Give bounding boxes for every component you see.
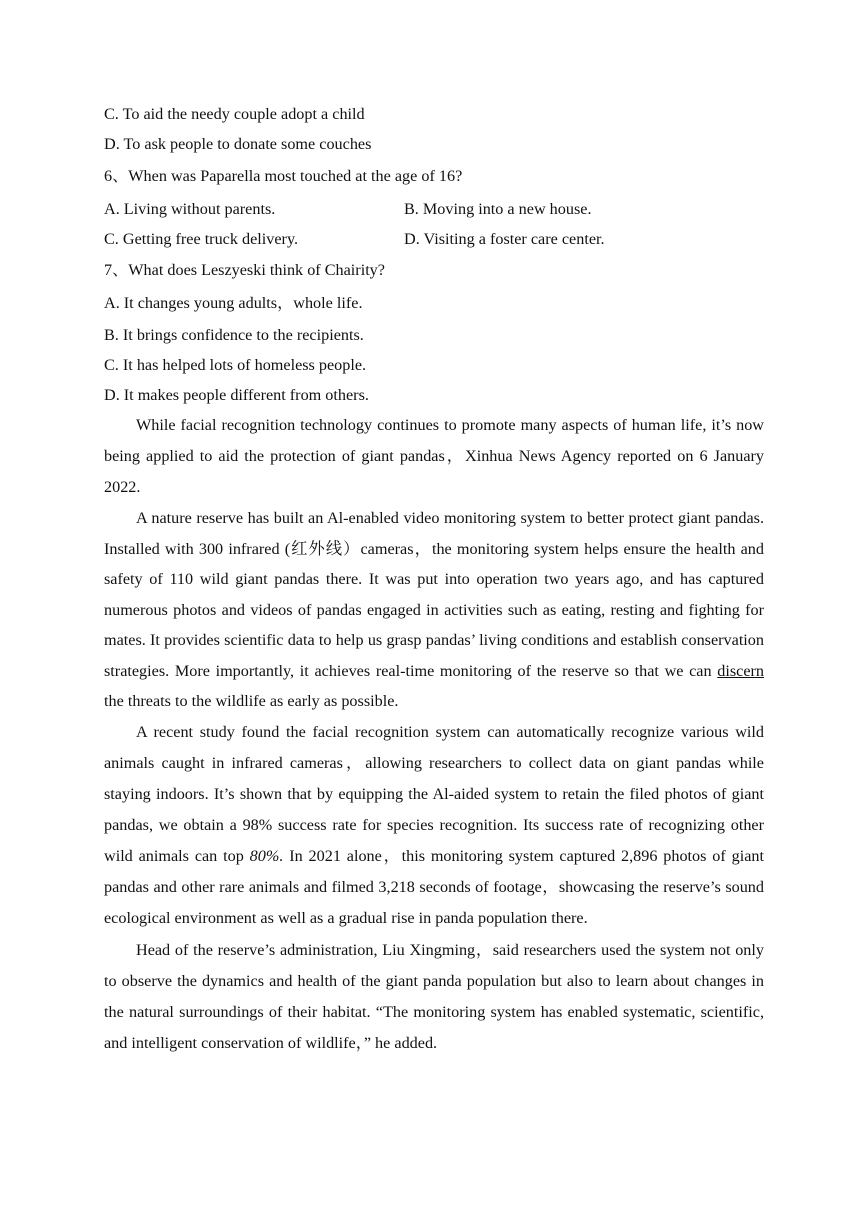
q7-option-a: A. It changes young adults，whole life. [104, 294, 363, 312]
q6-options-row-1 [104, 194, 764, 224]
passage-paragraph-1: While facial recognition technology continues to promote many aspects of human life, it’s now being applied to aid the protection of giant pandas，Xinhua News Agency reported on 6 January 2022. [104, 416, 764, 496]
document-page [104, 99, 764, 1059]
p2-text-after: the threats to the wildlife as early as possible. [104, 692, 399, 710]
q5-option-c: C. To aid the needy couple adopt a child [104, 105, 365, 123]
p3-text-after: In 2021 alone，this monitoring system captured 2,896 photos of giant pandas and other rare animals and filmed 3,218 seconds of footage，showcasing the reserve’s sound ecological environment as well as a gradual rise in panda population there. [104, 846, 764, 927]
q6-option-b: B. Moving into a new house. [404, 200, 592, 218]
q6-option-a: A. Living without parents. [104, 200, 276, 218]
passage-paragraph-2 [104, 503, 764, 717]
q6-options-row-2 [104, 224, 764, 254]
q7-stem: 7、What does Leszyeski think of Chairity? [104, 261, 385, 279]
p3-text-before: A recent study found the facial recognition system can automatically recognize various wild animals caught in infrared cameras，allowing researchers to collect data on giant pandas while staying indoors. It’s shown that by equipping the Al-aided system to retain the filed photos of giant pandas, we obtain a 98% success rate for species recognition. Its success rate of recognizing other wild animals can top [104, 722, 764, 865]
q6-stem: 6、When was Paparella most touched at the age of 16? [104, 167, 463, 185]
q5-option-d: D. To ask people to donate some couches [104, 135, 372, 153]
passage-paragraph-3 [104, 717, 764, 934]
q6-option-c: C. Getting free truck delivery. [104, 230, 299, 248]
p3-italic-value: 80%. [249, 846, 284, 865]
q7-option-b: B. It brings confidence to the recipients. [104, 326, 364, 344]
vocab-underlined-word: discern [717, 661, 764, 680]
q7-option-c: C. It has helped lots of homeless people. [104, 356, 367, 374]
p2-text-before: A nature reserve has built an Al-enabled video monitoring system to better protect giant pandas. Installed with 300 infrared (红外线）cameras，the monitoring system helps ensure the health and safety of 110 wild giant pandas there. It was put into operation two years ago, and has captured numerous photos and videos of pandas engaged in activities such as eating, resting and fighting for mates. It provides scientific data to help us grasp pandas’ living conditions and establish conservation strategies. More importantly, it achieves real-time monitoring of the reserve so that we can [104, 509, 764, 680]
q6-option-d: D. Visiting a foster care center. [404, 230, 605, 248]
q7-option-d: D. It makes people different from others. [104, 386, 369, 404]
passage-paragraph-4: Head of the reserve’s administration, Liu Xingming，said researchers used the system not only to observe the dynamics and health of the giant panda population but also to learn about changes in the natural surroundings of their habitat. “The monitoring system has enabled systematic, scientific, and intelligent conservation of wildlife，” he added. [104, 940, 764, 1052]
